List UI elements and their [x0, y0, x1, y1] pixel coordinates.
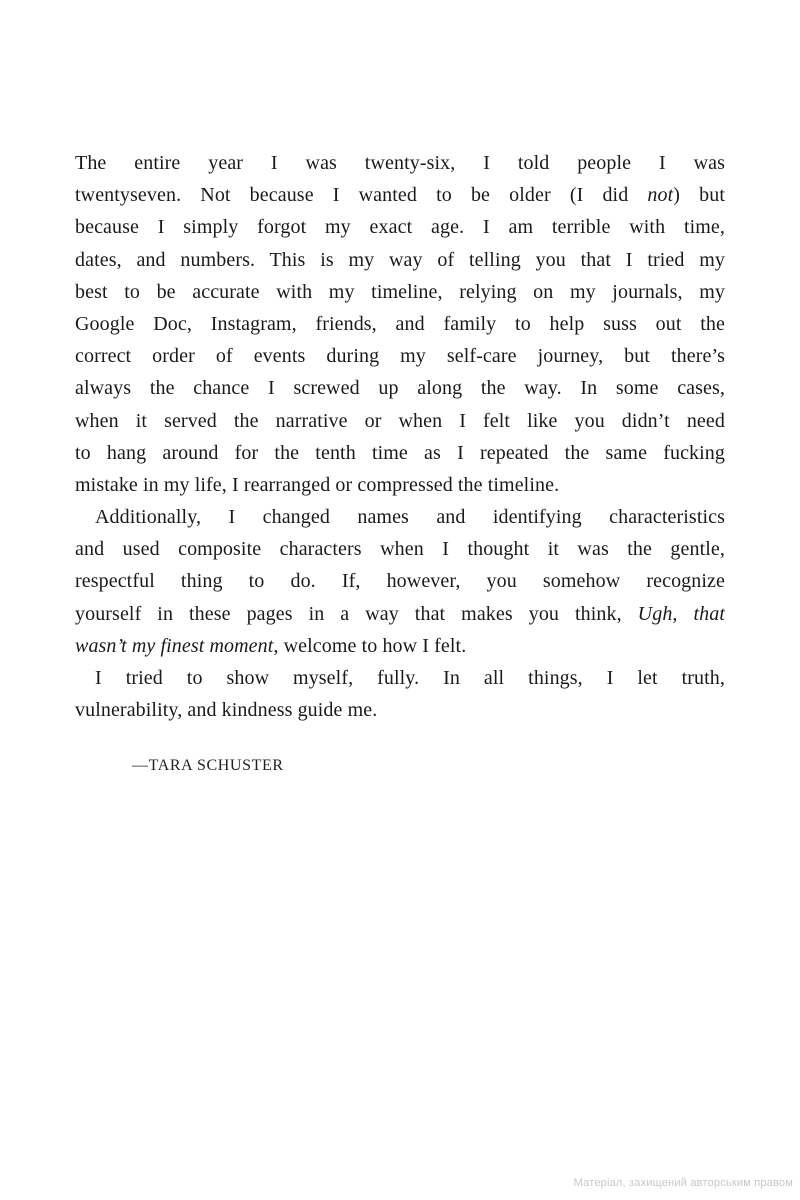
text-segment: always the chance I screwed up along the way. In some cases, [75, 377, 725, 400]
text-segment: best to be accurate with my timeline, relying on my journals, my [75, 280, 725, 303]
text-segment: because I simply forgot my exact age. I am terrible with time, [75, 216, 725, 239]
text-line [75, 179, 725, 211]
text-line [75, 501, 725, 533]
italic-text: not [647, 184, 674, 207]
italic-text: Ugh, that [637, 602, 725, 625]
paragraph [75, 662, 725, 726]
text-segment: The entire year I was twenty-six, I told people I was [75, 152, 725, 174]
text-line [75, 694, 725, 726]
text-line [75, 244, 725, 276]
text-line [75, 147, 725, 179]
text-segment: I tried to show myself, fully. In all things, I let truth, [95, 667, 725, 689]
text-segment: Additionally, I changed names and identifying characteristics [95, 506, 725, 529]
text-line [75, 405, 725, 437]
text-line [75, 437, 725, 469]
text-line [75, 598, 725, 630]
text-segment: welcome to how I felt. [278, 634, 467, 657]
copyright-watermark: Матеріал, захищений авторським правом [573, 1177, 793, 1189]
text-line [75, 372, 725, 404]
text-segment: vulnerability, and kindness guide me. [75, 699, 378, 722]
text-segment: Google Doc, Instagram, friends, and family to help suss out the [75, 312, 725, 335]
paragraph [75, 501, 725, 662]
text-segment: twentyseven. Not because I wanted to be older (I did [75, 184, 648, 207]
text-segment: correct order of events during my self-care journey, but there’s [75, 345, 725, 368]
text-segment: mistake in my life, I rearranged or compressed the timeline. [75, 473, 560, 496]
text-line [75, 308, 725, 340]
text-line [75, 276, 725, 308]
text-line [75, 340, 725, 372]
text-line [75, 211, 725, 243]
text-line [75, 469, 725, 501]
paragraph [75, 147, 725, 501]
text-segment: and used composite characters when I thought it was the gentle, [75, 538, 725, 561]
text-segment: dates, and numbers. This is my way of telling you that I tried my [75, 248, 725, 271]
italic-text: wasn’t my finest moment, [75, 634, 279, 657]
text-line [75, 533, 725, 565]
body-text-block [75, 147, 725, 776]
author-attribution: —TARA SCHUSTER [132, 757, 284, 775]
text-line [75, 662, 725, 694]
text-segment: respectful thing to do. If, however, you somehow recognize [75, 570, 725, 593]
text-line [75, 565, 725, 597]
text-segment: yourself in these pages in a way that makes you think, [75, 602, 638, 625]
text-line [75, 630, 725, 662]
text-segment: ) but [673, 184, 725, 207]
paragraphs-container [75, 147, 725, 726]
text-segment: when it served the narrative or when I felt like you didn’t need [75, 409, 725, 432]
text-segment: to hang around for the tenth time as I repeated the same fucking [75, 441, 725, 464]
